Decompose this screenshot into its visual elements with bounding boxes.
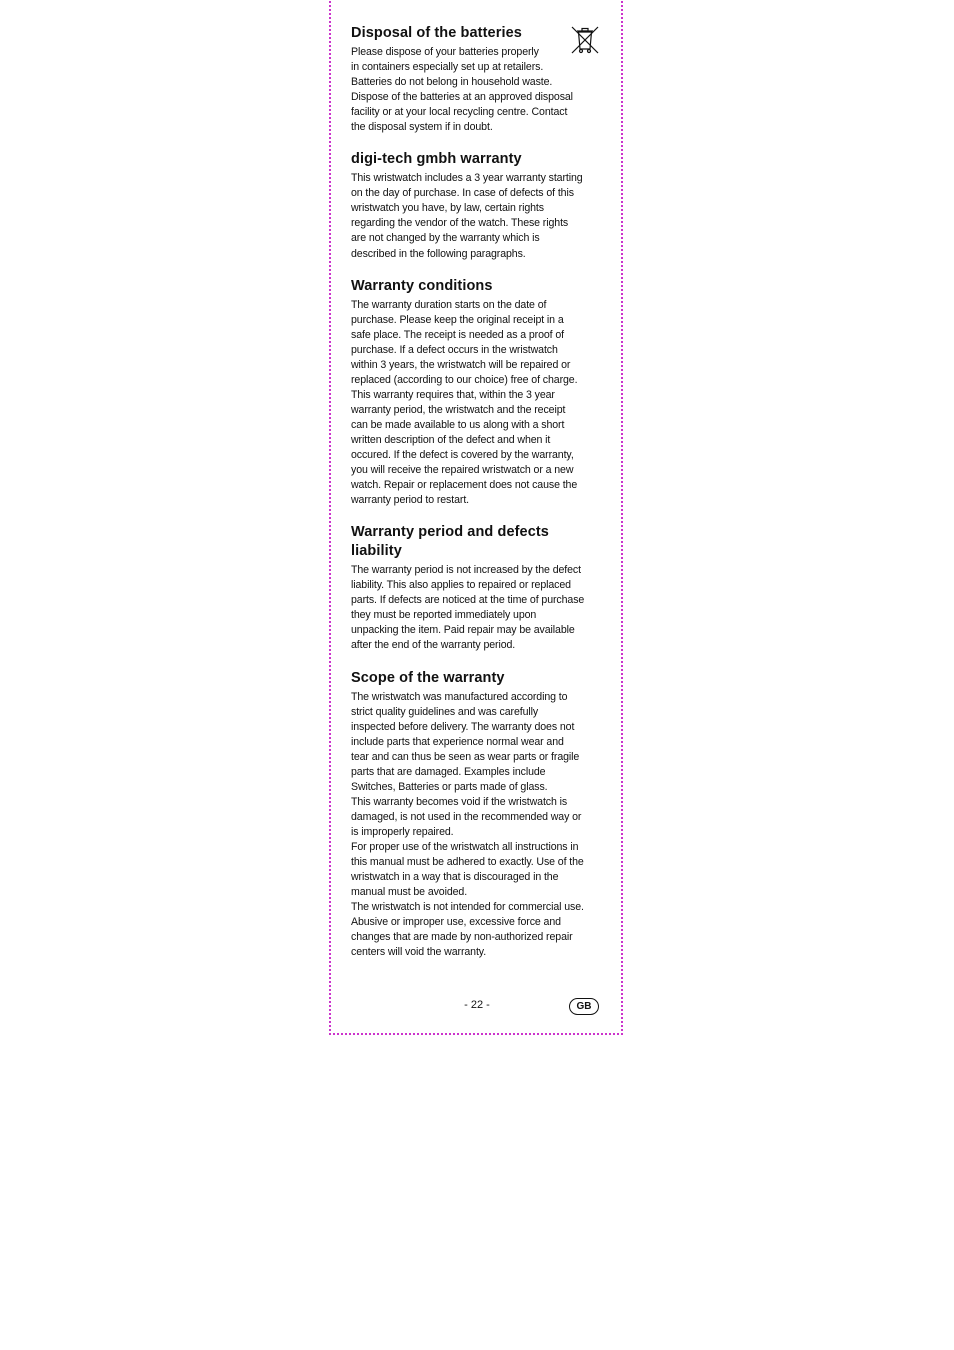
section-body: The wristwatch was manufactured according to strict quality guidelines and was carefully inspected before delivery. The warranty does not include parts that experience normal wear and tear and can thus be seen as wear parts or fragile parts that are damaged. Examples include Switches, Batteries or parts made of glass. This warranty becomes void if the wristwatch is damaged, is not used in the recommended way or is improperly repaired. For proper use of the wristwatch all instructions in this manual must be adhered to exactly. Use of the wristwatch in a way that is discouraged in the manual must be avoided. The wristwatch is not intended for commercial use. Abusive or improper use, excessive force and changes that are made by non-authorized repair centers will void the warranty. — [351, 690, 584, 959]
section-heading: Disposal of the batteries — [351, 25, 522, 41]
section-battery-disposal — [351, 24, 603, 135]
language-badge: GB — [569, 998, 599, 1015]
section-warranty-period — [351, 523, 603, 653]
document-content — [351, 24, 603, 975]
section-body: Please dispose of your batteries properly in containers especially set up at retailers. Batteries do not belong in household waste. Dispose of the batteries at an approved disposal facility or at your local recycling centre. Contact the disposal system if in doubt. — [351, 46, 573, 134]
section-warranty-conditions — [351, 277, 603, 509]
crossed-out-wheelie-bin-icon — [569, 24, 601, 56]
section-heading: digi-tech gmbh warranty — [351, 151, 522, 168]
section-body: The warranty period is not increased by the defect liability. This also applies to repaired or replaced parts. If defects are noticed at the time of purchase they must be reported immediately upon unpacking the item. Paid repair may be available after the end of the warranty period. — [351, 564, 585, 652]
section-warranty-scope — [351, 669, 603, 961]
page-number: - 22 - — [464, 999, 490, 1011]
section-digitech-warranty — [351, 150, 603, 261]
section-heading: Scope of the warranty — [351, 669, 505, 686]
section-body: The warranty duration starts on the date of purchase. Please keep the original receipt in a safe place. The receipt is needed as a proof of purchase. If a defect occurs in the wristwatch within 3 years, the wristwatch will be repaired or replaced (according to our choice) free of charge. This warranty requires that, within the 3 year warranty period, the wristwatch and the receipt can be made available to us along with a short written description of the defect and when it occured. If the defect is covered by the warranty, you will receive the repaired wristwatch or a new watch. Repair or replacement does not cause the warranty period to restart. — [351, 298, 578, 507]
section-heading: Warranty period and defects liability — [351, 524, 549, 560]
section-heading: Warranty conditions — [351, 277, 493, 294]
section-body: This wristwatch includes a 3 year warranty starting on the day of purchase. In case of defects of this wristwatch you have, by law, certain rights regarding the vendor of the watch. These rights are not changed by the warranty which is described in the following paragraphs. — [351, 172, 583, 260]
